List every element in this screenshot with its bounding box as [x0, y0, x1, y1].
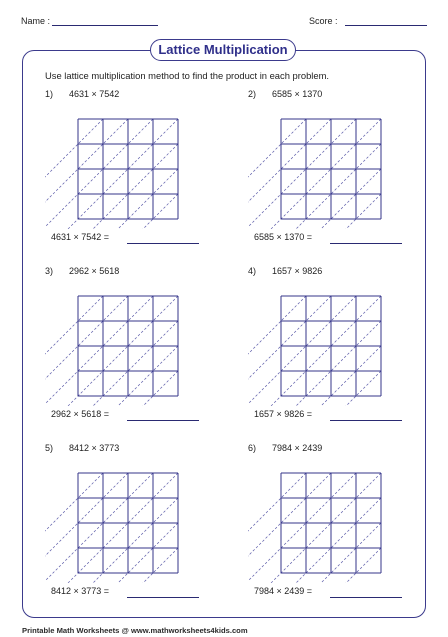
answer-prompt: 8412 × 3773 =: [51, 586, 110, 596]
lattice-grid[interactable]: [248, 266, 418, 406]
lattice-diagonal: [342, 194, 381, 229]
problem-expression: 7984 × 2439: [272, 443, 323, 453]
lattice-diagonal: [248, 119, 356, 229]
problem-6: [248, 443, 444, 613]
score-field[interactable]: [345, 25, 427, 26]
problem-number: 4): [248, 266, 257, 276]
lattice-diagonal: [64, 119, 178, 229]
lattice-diagonal: [342, 548, 381, 583]
lattice-diagonal: [248, 296, 356, 406]
answer-field[interactable]: [127, 243, 199, 244]
lattice-diagonal: [45, 473, 153, 583]
problem-expression: 8412 × 3773: [69, 443, 120, 453]
worksheet-title: Lattice Multiplication: [150, 39, 296, 61]
lattice-diagonal: [45, 119, 103, 229]
lattice-diagonal: [114, 169, 178, 229]
lattice-diagonal: [342, 371, 381, 406]
problem-number: 2): [248, 89, 257, 99]
lattice-diagonal: [45, 119, 153, 229]
lattice-diagonal: [89, 144, 178, 229]
problem-expression: 2962 × 5618: [69, 266, 120, 276]
problem-number: 3): [45, 266, 54, 276]
lattice-grid[interactable]: [45, 266, 215, 406]
problem-3: [45, 266, 241, 436]
lattice-diagonal: [114, 523, 178, 583]
lattice-diagonal: [89, 498, 178, 583]
lattice-grid[interactable]: [45, 89, 215, 229]
problem-2: [248, 89, 444, 259]
answer-prompt: 1657 × 9826 =: [254, 409, 313, 419]
answer-prompt: 4631 × 7542 =: [51, 232, 110, 242]
lattice-diagonal: [248, 473, 356, 583]
instructions: Use lattice multiplication method to find the product in each problem.: [45, 70, 330, 81]
lattice-diagonal: [317, 346, 381, 406]
name-label: Name :: [21, 16, 51, 26]
answer-field[interactable]: [330, 597, 402, 598]
lattice-diagonal: [45, 473, 103, 583]
lattice-diagonal: [317, 523, 381, 583]
problem-1: [45, 89, 241, 259]
lattice-diagonal: [292, 498, 381, 583]
problem-number: 5): [45, 443, 54, 453]
answer-field[interactable]: [127, 420, 199, 421]
lattice-diagonal: [64, 296, 178, 406]
lattice-grid[interactable]: [248, 89, 418, 229]
name-field[interactable]: [52, 25, 158, 26]
lattice-diagonal: [317, 169, 381, 229]
lattice-diagonal: [45, 296, 153, 406]
footer-credit: Printable Math Worksheets @ www.mathworksheets4kids.com: [22, 626, 248, 635]
problem-number: 1): [45, 89, 54, 99]
lattice-diagonal: [267, 473, 381, 583]
lattice-grid[interactable]: [248, 443, 418, 583]
lattice-diagonal: [89, 321, 178, 406]
lattice-diagonal: [64, 473, 178, 583]
lattice-diagonal: [248, 119, 306, 229]
header-bar: [0, 14, 448, 30]
lattice-diagonal: [292, 321, 381, 406]
lattice-diagonal: [45, 296, 103, 406]
lattice-grid[interactable]: [45, 443, 215, 583]
answer-field[interactable]: [127, 597, 199, 598]
problem-expression: 4631 × 7542: [69, 89, 120, 99]
problem-number: 6): [248, 443, 257, 453]
answer-prompt: 6585 × 1370 =: [254, 232, 313, 242]
problem-expression: 6585 × 1370: [272, 89, 323, 99]
lattice-diagonal: [139, 548, 178, 583]
lattice-diagonal: [267, 296, 381, 406]
score-label: Score :: [309, 16, 338, 26]
lattice-diagonal: [267, 119, 381, 229]
lattice-diagonal: [139, 371, 178, 406]
lattice-diagonal: [248, 296, 306, 406]
lattice-diagonal: [139, 194, 178, 229]
answer-field[interactable]: [330, 243, 402, 244]
lattice-diagonal: [292, 144, 381, 229]
problem-expression: 1657 × 9826: [272, 266, 323, 276]
problem-5: [45, 443, 241, 613]
answer-prompt: 2962 × 5618 =: [51, 409, 110, 419]
answer-prompt: 7984 × 2439 =: [254, 586, 313, 596]
lattice-diagonal: [114, 346, 178, 406]
answer-field[interactable]: [330, 420, 402, 421]
lattice-diagonal: [248, 473, 306, 583]
problem-4: [248, 266, 444, 436]
